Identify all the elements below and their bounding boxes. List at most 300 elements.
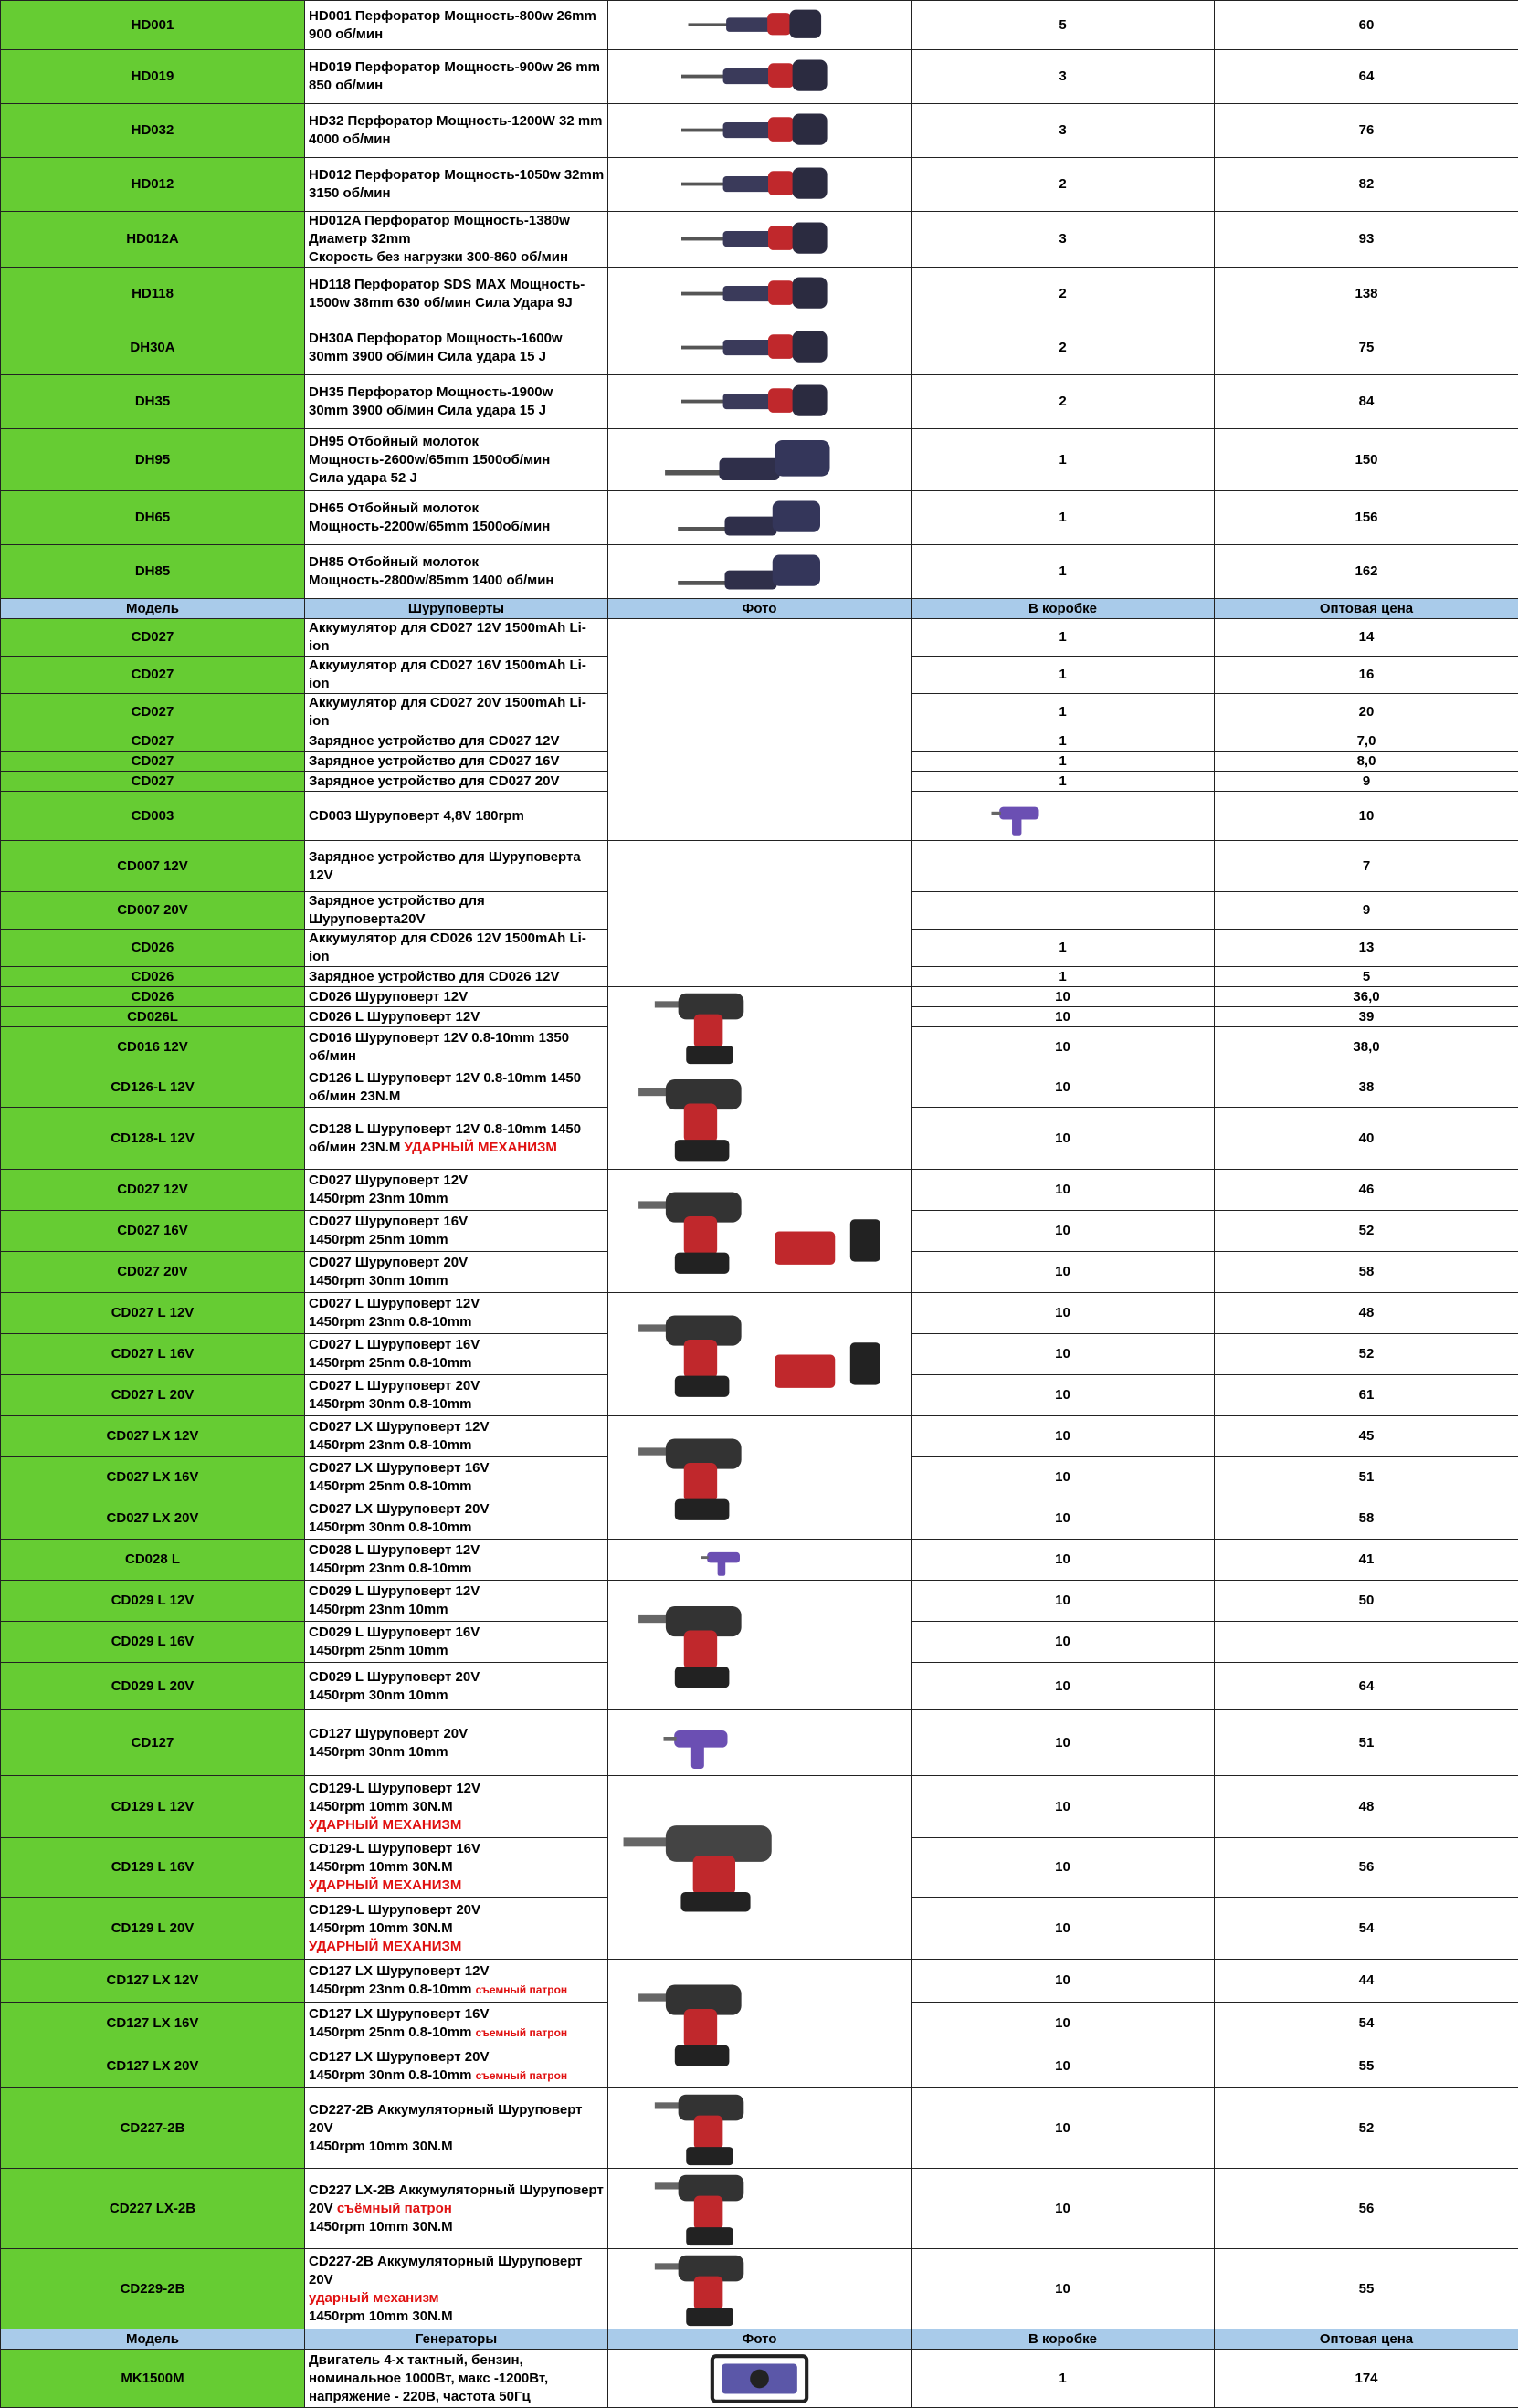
- product-photo: [608, 2249, 912, 2329]
- product-photo: [608, 375, 912, 429]
- desc-line: 4000 об/мин: [309, 131, 391, 147]
- desc-line: CD027 LX Шуруповерт 20V: [309, 1501, 489, 1517]
- desc-line: Мощность-2800w/85mm 1400 об/мин: [309, 573, 553, 588]
- table-row: [1, 268, 1518, 321]
- box-qty-cell: 10: [912, 2003, 1215, 2045]
- price-cell: 46: [1215, 1170, 1518, 1211]
- price-cell: 52: [1215, 1211, 1518, 1252]
- desc-line: 1450rpm 23nm 10mm: [309, 1191, 448, 1206]
- desc-line: HD012A Перфоратор Мощность-1380w: [309, 213, 570, 228]
- description-cell: [305, 792, 608, 841]
- description-cell: [305, 491, 608, 545]
- description-cell: [305, 752, 608, 772]
- box-qty-cell: 10: [912, 1581, 1215, 1622]
- desc-line: Зарядное устройство для Шуруповерта20V: [309, 893, 485, 927]
- desc-line: CD029 L Шуруповерт 20V: [309, 1669, 480, 1685]
- box-qty-cell: 10: [912, 987, 1215, 1007]
- box-qty-cell: 1: [912, 545, 1215, 599]
- desc-line: 1450rpm 30nm 0.8-10mm: [309, 2067, 471, 2083]
- table-row: [1, 1776, 1518, 1838]
- table-row: [1, 1293, 1518, 1334]
- model-cell: CD026L: [1, 1007, 305, 1027]
- description-cell: [305, 1776, 608, 1838]
- section-header-row: [1, 2329, 1518, 2350]
- desc-line: 1450rpm 23nm 0.8-10mm: [309, 1561, 471, 1576]
- category-header: Генераторы: [305, 2329, 608, 2350]
- price-cell: 54: [1215, 1898, 1518, 1960]
- price-cell: 93: [1215, 212, 1518, 268]
- feature-highlight: УДАРНЫЙ МЕХАНИЗМ: [309, 1877, 461, 1893]
- table-row: [1, 158, 1518, 212]
- model-cell: DH35: [1, 375, 305, 429]
- model-cell: CD029 L 20V: [1, 1663, 305, 1710]
- desc-line: Скорость без нагрузки 300-860 об/мин: [309, 249, 568, 265]
- photo-cell-empty: [608, 841, 912, 987]
- desc-line: CD027 L Шуруповерт 20V: [309, 1378, 480, 1393]
- box-qty-cell: 1: [912, 752, 1215, 772]
- box-qty-cell: 1: [912, 967, 1215, 987]
- description-cell: [305, 1252, 608, 1293]
- box-qty-cell: 10: [912, 2249, 1215, 2329]
- price-cell: 156: [1215, 491, 1518, 545]
- box-qty-cell: 10: [912, 2088, 1215, 2169]
- price-cell: 45: [1215, 1416, 1518, 1457]
- desc-line: 1450rpm 10mm 30N.M: [309, 1859, 453, 1875]
- product-photo: [608, 1581, 912, 1710]
- model-cell: CD129 L 16V: [1, 1838, 305, 1898]
- model-cell: DH65: [1, 491, 305, 545]
- desc-line: CD227 LX-2B Аккумуляторный Шуруповерт: [309, 2182, 604, 2198]
- box-qty-cell: 1: [912, 657, 1215, 694]
- product-photo: [608, 491, 912, 545]
- desc-line: 1450rpm 30nm 10mm: [309, 1688, 448, 1703]
- price-cell: 20: [1215, 694, 1518, 731]
- box-qty-cell: 10: [912, 1293, 1215, 1334]
- price-cell: 9: [1215, 892, 1518, 930]
- table-row: [1, 104, 1518, 158]
- model-header: Модель: [1, 2329, 305, 2350]
- description-cell: [305, 375, 608, 429]
- table-row: [1, 545, 1518, 599]
- price-cell: 58: [1215, 1252, 1518, 1293]
- table-row: [1, 2169, 1518, 2249]
- product-photo: [608, 1293, 912, 1416]
- model-cell: CD027 L 20V: [1, 1375, 305, 1416]
- desc-line: Зарядное устройство для Шуруповерта 12V: [309, 849, 581, 883]
- description-cell: [305, 429, 608, 491]
- product-photo: [912, 792, 1215, 841]
- price-cell: 5: [1215, 967, 1518, 987]
- table-row: [1, 619, 1518, 657]
- desc-line: 1450rpm 23nm 0.8-10mm: [309, 1437, 471, 1453]
- description-cell: [305, 104, 608, 158]
- desc-line: CD027 Шуруповерт 12V: [309, 1172, 468, 1188]
- model-cell: HD012: [1, 158, 305, 212]
- box-qty-cell: 10: [1215, 792, 1518, 841]
- price-cell: 51: [1215, 1710, 1518, 1776]
- desc-line: CD127 LX Шуруповерт 20V: [309, 2049, 489, 2065]
- table-row: [1, 50, 1518, 104]
- model-cell: CD027 L 12V: [1, 1293, 305, 1334]
- product-photo: [608, 1067, 912, 1170]
- desc-line: CD127 Шуруповерт 20V: [309, 1726, 468, 1741]
- product-photo: [608, 321, 912, 375]
- desc-line: CD129-L Шуруповерт 12V: [309, 1781, 480, 1796]
- description-cell: [305, 731, 608, 752]
- description-cell: [305, 1334, 608, 1375]
- desc-line: об/мин: [309, 1048, 356, 1064]
- box-qty-cell: 2: [912, 268, 1215, 321]
- desc-line: Зарядное устройство для CD026 12V: [309, 969, 559, 984]
- model-cell: HD118: [1, 268, 305, 321]
- table-row: [1, 2088, 1518, 2169]
- price-cell: 38: [1215, 1067, 1518, 1108]
- box-qty-cell: 10: [912, 1416, 1215, 1457]
- price-cell: 138: [1215, 268, 1518, 321]
- price-cell: 84: [1215, 375, 1518, 429]
- desc-line: CD016 Шуруповерт 12V 0.8-10mm 1350: [309, 1030, 569, 1046]
- desc-line: CD027 L Шуруповерт 12V: [309, 1296, 480, 1311]
- description-cell: [305, 1007, 608, 1027]
- desc-line: CD227-2B Аккумуляторный Шуруповерт 20V: [309, 2254, 583, 2287]
- product-photo: [608, 2350, 912, 2408]
- model-cell: CD127 LX 16V: [1, 2003, 305, 2045]
- description-cell: [305, 2088, 608, 2169]
- desc-line: CD026 Шуруповерт 12V: [309, 989, 468, 1004]
- feature-highlight: съёмный патрон: [337, 2201, 452, 2216]
- model-cell: HD012A: [1, 212, 305, 268]
- model-cell: CD027 20V: [1, 1252, 305, 1293]
- description-cell: [305, 158, 608, 212]
- box-header: В коробке: [912, 599, 1215, 619]
- model-cell: CD026: [1, 930, 305, 967]
- box-qty-cell: 10: [912, 2045, 1215, 2088]
- desc-line: HD118 Перфоратор SDS MAX Мощность-: [309, 277, 585, 292]
- desc-line: DH85 Отбойный молоток: [309, 554, 479, 570]
- price-header: Оптовая цена: [1215, 599, 1518, 619]
- model-cell: CD027: [1, 772, 305, 792]
- model-cell: CD029 L 16V: [1, 1622, 305, 1663]
- description-cell: [305, 1, 608, 50]
- table-row: [1, 987, 1518, 1007]
- description-cell: [305, 1663, 608, 1710]
- table-row: [1, 1581, 1518, 1622]
- model-cell: DH85: [1, 545, 305, 599]
- desc-line: 1450rpm 25nm 0.8-10mm: [309, 2024, 471, 2040]
- description-cell: [305, 1293, 608, 1334]
- model-cell: HD019: [1, 50, 305, 104]
- price-cell: [1215, 1622, 1518, 1663]
- price-cell: 8,0: [1215, 752, 1518, 772]
- desc-line: CD127 LX Шуруповерт 16V: [309, 2006, 489, 2022]
- desc-line: HD012 Перфоратор Мощность-1050w 32mm: [309, 167, 604, 183]
- desc-line: Зарядное устройство для CD027 12V: [309, 733, 559, 749]
- description-cell: [305, 50, 608, 104]
- desc-line: DH95 Отбойный молоток: [309, 434, 479, 449]
- model-cell: CD007 12V: [1, 841, 305, 892]
- price-cell: 52: [1215, 1334, 1518, 1375]
- desc-line: CD029 L Шуруповерт 12V: [309, 1583, 480, 1599]
- description-cell: [305, 772, 608, 792]
- price-cell: 48: [1215, 1776, 1518, 1838]
- product-photo: [608, 1540, 912, 1581]
- box-qty-cell: 2: [912, 158, 1215, 212]
- desc-line: 1450rpm 23nm 0.8-10mm: [309, 1314, 471, 1330]
- price-cell: 13: [1215, 930, 1518, 967]
- model-cell: CD027 L 16V: [1, 1334, 305, 1375]
- desc-line: 850 об/мин: [309, 78, 383, 93]
- product-photo: [608, 987, 912, 1067]
- box-qty-cell: 3: [912, 50, 1215, 104]
- price-cell: 64: [1215, 50, 1518, 104]
- box-qty-cell: 1: [912, 694, 1215, 731]
- desc-line: 30mm 3900 об/мин Сила удара 15 J: [309, 403, 546, 418]
- product-photo: [608, 1710, 912, 1776]
- description-cell: [305, 1960, 608, 2003]
- desc-line: CD029 L Шуруповерт 16V: [309, 1625, 480, 1640]
- model-cell: CD029 L 12V: [1, 1581, 305, 1622]
- desc-line: 1450rpm 30nm 10mm: [309, 1744, 448, 1760]
- model-cell: CD027: [1, 694, 305, 731]
- desc-line: CD026 L Шуруповерт 12V: [309, 1009, 480, 1025]
- model-cell: CD027: [1, 731, 305, 752]
- table-row: [1, 1, 1518, 50]
- price-cell: 60: [1215, 1, 1518, 50]
- price-cell: 39: [1215, 1007, 1518, 1027]
- description-cell: [305, 545, 608, 599]
- box-qty-cell: 10: [912, 1170, 1215, 1211]
- desc-line: Аккумулятор для CD027 16V 1500mAh Li-ion: [309, 657, 586, 691]
- desc-line: Сила удара 52 J: [309, 470, 417, 486]
- description-cell: [305, 1710, 608, 1776]
- model-cell: CD027 LX 12V: [1, 1416, 305, 1457]
- desc-line: 1450rpm 23nm 10mm: [309, 1602, 448, 1617]
- model-cell: DH95: [1, 429, 305, 491]
- section-header-row: [1, 599, 1518, 619]
- description-cell: [305, 321, 608, 375]
- model-cell: CD127 LX 12V: [1, 1960, 305, 2003]
- description-cell: [305, 967, 608, 987]
- desc-line: 20V: [309, 2201, 333, 2216]
- box-qty-cell: 10: [912, 1027, 1215, 1067]
- table-row: [1, 1710, 1518, 1776]
- price-cell: 36,0: [1215, 987, 1518, 1007]
- desc-line: 1450rpm 10mm 30N.M: [309, 2308, 453, 2324]
- product-photo: [608, 212, 912, 268]
- description-cell: [305, 1170, 608, 1211]
- model-header: Модель: [1, 599, 305, 619]
- product-photo: [608, 545, 912, 599]
- desc-line: Аккумулятор для CD027 12V 1500mAh Li-ion: [309, 620, 586, 654]
- model-cell: CD003: [1, 792, 305, 841]
- desc-line: DH65 Отбойный молоток: [309, 500, 479, 516]
- product-photo: [608, 2088, 912, 2169]
- model-cell: CD026: [1, 967, 305, 987]
- desc-line: CD227-2B Аккумуляторный Шуруповерт 20V: [309, 2102, 583, 2136]
- price-cell: 44: [1215, 1960, 1518, 2003]
- box-qty-cell: 1: [912, 772, 1215, 792]
- desc-line: HD019 Перфоратор Мощность-900w 26 mm: [309, 59, 600, 75]
- box-qty-cell: 5: [912, 1, 1215, 50]
- box-qty-cell: 1: [912, 930, 1215, 967]
- desc-line: 1450rpm 25nm 0.8-10mm: [309, 1478, 471, 1494]
- description-cell: [305, 2045, 608, 2088]
- box-qty-cell: 10: [912, 1710, 1215, 1776]
- price-cell: 9: [1215, 772, 1518, 792]
- model-cell: CD007 20V: [1, 892, 305, 930]
- model-cell: CD027 12V: [1, 1170, 305, 1211]
- photo-header: Фото: [608, 2329, 912, 2350]
- description-cell: [305, 930, 608, 967]
- description-cell: [305, 1838, 608, 1898]
- price-cell: 41: [1215, 1540, 1518, 1581]
- description-cell: [305, 1540, 608, 1581]
- desc-line: 1450rpm 25nm 0.8-10mm: [309, 1355, 471, 1371]
- price-cell: 55: [1215, 2045, 1518, 2088]
- price-cell: 82: [1215, 158, 1518, 212]
- description-cell: [305, 841, 608, 892]
- description-cell: [305, 268, 608, 321]
- feature-highlight: УДАРНЫЙ МЕХАНИЗМ: [309, 1817, 461, 1833]
- box-header: В коробке: [912, 2329, 1215, 2350]
- price-cell: 56: [1215, 2169, 1518, 2249]
- model-cell: HD001: [1, 1, 305, 50]
- desc-line: Зарядное устройство для CD027 16V: [309, 753, 559, 769]
- model-cell: CD129 L 20V: [1, 1898, 305, 1960]
- desc-line: CD126 L Шуруповерт 12V 0.8-10mm 1450: [309, 1070, 581, 1086]
- box-qty-cell: 10: [912, 1457, 1215, 1498]
- product-photo: [608, 1170, 912, 1293]
- model-cell: CD128-L 12V: [1, 1108, 305, 1170]
- desc-line: 1450rpm 30nm 0.8-10mm: [309, 1396, 471, 1412]
- product-photo: [608, 1, 912, 50]
- description-cell: [305, 1622, 608, 1663]
- desc-line: CD129-L Шуруповерт 20V: [309, 1902, 480, 1918]
- table-row: [1, 429, 1518, 491]
- table-row: [1, 1067, 1518, 1108]
- box-qty-cell: 10: [912, 1622, 1215, 1663]
- price-cell: 50: [1215, 1581, 1518, 1622]
- box-qty-cell: [912, 892, 1215, 930]
- desc-line: Аккумулятор для CD026 12V 1500mAh Li-ion: [309, 931, 586, 964]
- box-qty-cell: 10: [912, 1898, 1215, 1960]
- description-cell: [305, 657, 608, 694]
- description-cell: [305, 694, 608, 731]
- desc-line: 1450rpm 30nm 0.8-10mm: [309, 1519, 471, 1535]
- desc-line: об/мин 23N.M: [309, 1140, 400, 1155]
- desc-line: 1450rpm 25nm 10mm: [309, 1643, 448, 1658]
- table-row: [1, 2350, 1518, 2408]
- box-qty-cell: 1: [912, 731, 1215, 752]
- price-cell: 75: [1215, 321, 1518, 375]
- box-qty-cell: 1: [912, 429, 1215, 491]
- price-cell: 54: [1215, 2003, 1518, 2045]
- table-row: [1, 321, 1518, 375]
- photo-cell-empty: [608, 619, 912, 841]
- desc-line: 30mm 3900 об/мин Сила удара 15 J: [309, 349, 546, 364]
- description-cell: [305, 2169, 608, 2249]
- model-cell: CD027 16V: [1, 1211, 305, 1252]
- description-cell: [305, 1067, 608, 1108]
- box-qty-cell: 2: [912, 321, 1215, 375]
- desc-line: CD028 L Шуруповерт 12V: [309, 1542, 480, 1558]
- photo-header: Фото: [608, 599, 912, 619]
- box-qty-cell: [912, 841, 1215, 892]
- price-cell: 56: [1215, 1838, 1518, 1898]
- description-cell: [305, 212, 608, 268]
- description-cell: [305, 1498, 608, 1540]
- desc-line: Диаметр 32mm: [309, 231, 411, 247]
- desc-line: HD001 Перфоратор Мощность-800w 26mm: [309, 8, 596, 24]
- desc-line: CD027 L Шуруповерт 16V: [309, 1337, 480, 1352]
- box-qty-cell: 3: [912, 104, 1215, 158]
- table-row: [1, 1170, 1518, 1211]
- box-qty-cell: 10: [912, 1067, 1215, 1108]
- description-cell: [305, 1416, 608, 1457]
- box-qty-cell: 10: [912, 1838, 1215, 1898]
- table-row: [1, 2249, 1518, 2329]
- box-qty-cell: 10: [912, 1375, 1215, 1416]
- product-photo: [608, 1960, 912, 2088]
- box-qty-cell: 1: [912, 619, 1215, 657]
- description-cell: [305, 1581, 608, 1622]
- product-photo: [608, 1776, 912, 1960]
- model-cell: CD227-2B: [1, 2088, 305, 2169]
- box-qty-cell: 10: [912, 1540, 1215, 1581]
- desc-line: CD027 Шуруповерт 16V: [309, 1214, 468, 1229]
- description-cell: [305, 1027, 608, 1067]
- desc-line: CD128 L Шуруповерт 12V 0.8-10mm 1450: [309, 1121, 581, 1137]
- description-cell: [305, 2003, 608, 2045]
- price-cell: 76: [1215, 104, 1518, 158]
- desc-line: Зарядное устройство для CD027 20V: [309, 773, 559, 789]
- product-photo: [608, 1416, 912, 1540]
- box-qty-cell: 10: [912, 1252, 1215, 1293]
- desc-line: CD027 LX Шуруповерт 16V: [309, 1460, 489, 1476]
- price-cell: 16: [1215, 657, 1518, 694]
- box-qty-cell: 3: [912, 212, 1215, 268]
- box-qty-cell: 1: [912, 491, 1215, 545]
- price-cell: 162: [1215, 545, 1518, 599]
- description-cell: [305, 2350, 608, 2408]
- box-qty-cell: 10: [912, 1211, 1215, 1252]
- box-qty-cell: 1: [912, 2350, 1215, 2408]
- desc-line: 1450rpm 10mm 30N.M: [309, 2139, 453, 2154]
- desc-line: CD027 LX Шуруповерт 12V: [309, 1419, 489, 1435]
- desc-line: HD32 Перфоратор Мощность-1200W 32 mm: [309, 113, 603, 129]
- model-cell: CD129 L 12V: [1, 1776, 305, 1838]
- description-cell: [305, 1898, 608, 1960]
- desc-line: DH35 Перфоратор Мощность-1900w: [309, 384, 553, 400]
- table-row: [1, 1416, 1518, 1457]
- price-cell: 40: [1215, 1108, 1518, 1170]
- desc-line: 1450rpm 10mm 30N.M: [309, 2219, 453, 2234]
- price-cell: 61: [1215, 1375, 1518, 1416]
- table-row: [1, 212, 1518, 268]
- feature-highlight: съемный патрон: [476, 2069, 568, 2082]
- model-cell: CD028 L: [1, 1540, 305, 1581]
- box-qty-cell: 10: [912, 1776, 1215, 1838]
- box-qty-cell: 10: [912, 1007, 1215, 1027]
- model-cell: CD227 LX-2B: [1, 2169, 305, 2249]
- table-row: [1, 491, 1518, 545]
- model-cell: CD027: [1, 619, 305, 657]
- product-photo: [608, 158, 912, 212]
- box-qty-cell: 10: [912, 1663, 1215, 1710]
- description-cell: [305, 1108, 608, 1170]
- description-cell: [305, 987, 608, 1007]
- feature-highlight: УДАРНЫЙ МЕХАНИЗМ: [405, 1140, 557, 1155]
